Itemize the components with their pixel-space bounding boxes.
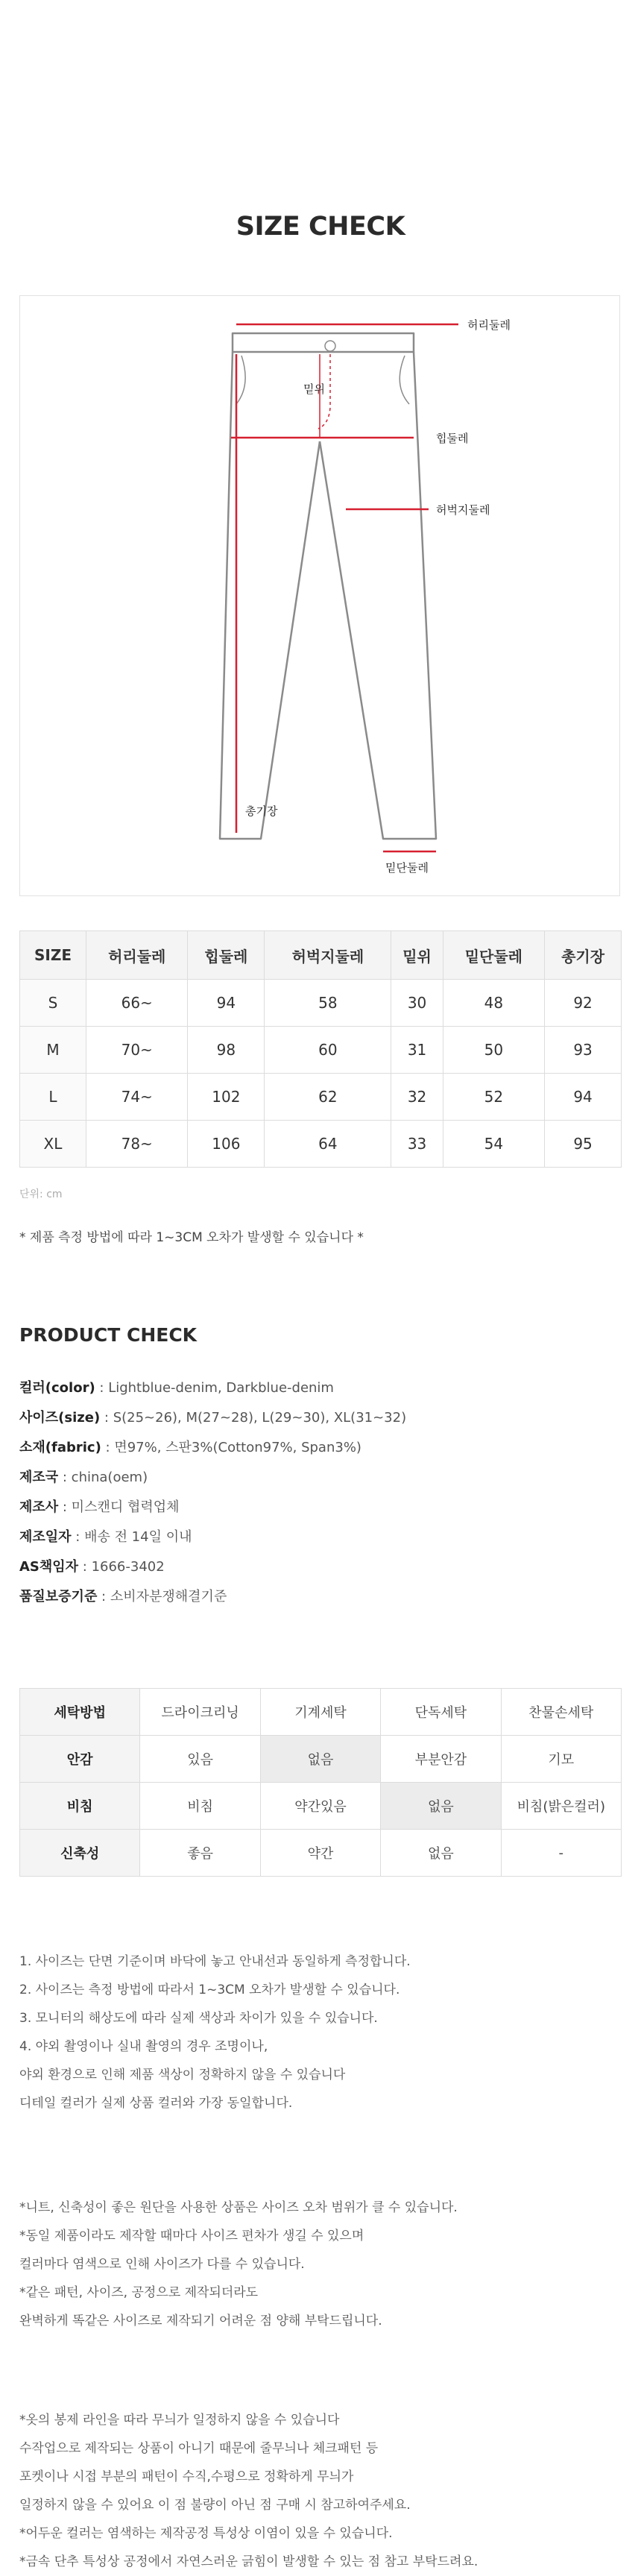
info-value: : 1666-3402 (78, 1559, 165, 1575)
table-cell: 78~ (86, 1121, 188, 1168)
care-row-label: 세탁방법 (20, 1689, 140, 1736)
label-thigh: 허벅지둘레 (436, 503, 490, 517)
left-leg-outline (220, 352, 320, 839)
care-row-stretch (20, 1830, 622, 1877)
product-info-warranty (19, 1582, 406, 1612)
notice-line: 디테일 컬러가 실제 상품 컬러와 가장 동일합니다. (19, 2096, 293, 2111)
info-value: : 미스캔디 협력업체 (58, 1499, 180, 1515)
product-info-fabric (19, 1433, 406, 1463)
table-cell: 48 (443, 980, 545, 1027)
table-cell: 60 (265, 1027, 391, 1074)
table-cell: 58 (265, 980, 391, 1027)
table-cell: 31 (391, 1027, 443, 1074)
care-cell: 없음 (381, 1830, 501, 1877)
care-cell: 기모 (501, 1736, 621, 1783)
info-value: : Lightblue-denim, Darkblue-denim (95, 1380, 334, 1396)
info-key: 소재(fabric) (19, 1440, 101, 1455)
care-cell: 비침 (140, 1783, 260, 1830)
front-pocket-right (400, 356, 409, 404)
care-cell: 있음 (140, 1736, 260, 1783)
table-row (20, 980, 622, 1027)
info-value: : 면97%, 스판3%(Cotton97%, Span3%) (101, 1440, 361, 1455)
table-row (20, 1074, 622, 1121)
notice-line: 포켓이나 시접 부분의 패턴이 수직,수평으로 정확하게 무늬가 (19, 2469, 354, 2484)
waistband (233, 333, 414, 352)
care-cell: 약간있음 (260, 1783, 380, 1830)
size-cell: M (20, 1027, 86, 1074)
notice-line: *어두운 컬러는 염색하는 제작공정 특성상 이염이 있을 수 있습니다. (19, 2526, 393, 2541)
label-rise: 밑위 (303, 382, 325, 396)
size-check-title: SIZE CHECK (236, 212, 405, 242)
table-cell: 102 (188, 1074, 265, 1121)
table-cell: 93 (545, 1027, 622, 1074)
info-key: 컬러(color) (19, 1380, 95, 1396)
info-key: 품질보증기준 (19, 1589, 98, 1605)
care-cell: 약간 (260, 1830, 380, 1877)
notice-line: 1. 사이즈는 단면 기준이며 바닥에 놓고 안내선과 동일하게 측정합니다. (19, 1954, 411, 1969)
product-info-date (19, 1522, 406, 1552)
notice-block-general (19, 1947, 411, 2117)
table-cell: 33 (391, 1121, 443, 1168)
header-hem: 밑단둘레 (443, 931, 545, 980)
size-cell: L (20, 1074, 86, 1121)
care-cell-selected: 없음 (381, 1783, 501, 1830)
table-cell: 62 (265, 1074, 391, 1121)
table-cell: 94 (188, 980, 265, 1027)
product-check-title: PRODUCT CHECK (19, 1324, 198, 1346)
care-row-label: 안감 (20, 1736, 140, 1783)
notice-line: 수작업으로 제작되는 상품이 아니기 때문에 줄무늬나 체크패턴 등 (19, 2441, 379, 2456)
notice-block-pattern (19, 2406, 478, 2576)
info-value: : 배송 전 14일 이내 (71, 1529, 192, 1545)
product-info-manufacturer (19, 1493, 406, 1522)
care-cell: - (501, 1830, 621, 1877)
product-info-country (19, 1463, 406, 1493)
notice-line: 완벽하게 똑같은 사이즈로 제작되기 어려운 점 양해 부탁드립니다. (19, 2314, 382, 2328)
notice-line: 2. 사이즈는 측정 방법에 따라서 1~3CM 오차가 발생할 수 있습니다. (19, 1983, 400, 1997)
care-cell: 기계세탁 (260, 1689, 380, 1736)
notice-line: 컬러마다 염색으로 인해 사이즈가 다를 수 있습니다. (19, 2257, 305, 2272)
notice-line: 야외 환경으로 인해 제품 색상이 정확하지 않을 수 있습니다 (19, 2068, 346, 2082)
table-cell: 54 (443, 1121, 545, 1168)
table-cell: 50 (443, 1027, 545, 1074)
notice-line: *같은 패턴, 사이즈, 공정으로 제작되더라도 (19, 2285, 259, 2300)
product-info-as (19, 1552, 406, 1582)
table-cell: 52 (443, 1074, 545, 1121)
table-row (20, 1121, 622, 1168)
table-cell: 30 (391, 980, 443, 1027)
table-cell: 32 (391, 1074, 443, 1121)
table-cell: 92 (545, 980, 622, 1027)
notice-line: 4. 야외 촬영이나 실내 촬영의 경우 조명이나, (19, 2039, 268, 2054)
table-cell: 94 (545, 1074, 622, 1121)
care-cell: 비침(밝은컬러) (501, 1783, 621, 1830)
product-check-list (19, 1373, 406, 1612)
care-cell-selected: 없음 (260, 1736, 380, 1783)
care-table (19, 1688, 622, 1877)
table-cell: 64 (265, 1121, 391, 1168)
header-size: SIZE (20, 931, 86, 980)
label-hem: 밑단둘레 (385, 861, 429, 875)
front-pocket-left (236, 356, 245, 404)
notice-block-size (19, 2194, 458, 2335)
size-cell: S (20, 980, 86, 1027)
notice-line: *니트, 신축성이 좋은 원단을 사용한 상품은 사이즈 오차 범위가 클 수 있습니다. (19, 2200, 458, 2215)
info-key: 제조사 (19, 1499, 59, 1515)
unit-note: 단위: cm (19, 1188, 63, 1200)
right-leg-outline (320, 352, 436, 839)
pants-outline (220, 333, 436, 839)
table-cell: 74~ (86, 1074, 188, 1121)
table-cell: 106 (188, 1121, 265, 1168)
notice-line: 일정하지 않을 수 있어요 이 점 불량이 아닌 점 구매 시 참고하여주세요. (19, 2498, 411, 2513)
info-key: AS책임자 (19, 1559, 79, 1575)
label-length: 총기장 (245, 804, 278, 818)
care-row-label: 신축성 (20, 1830, 140, 1877)
button (325, 341, 335, 351)
table-cell: 66~ (86, 980, 188, 1027)
care-cell: 찬물손세탁 (501, 1689, 621, 1736)
table-cell: 98 (188, 1027, 265, 1074)
care-row-label: 비침 (20, 1783, 140, 1830)
label-hip: 힙둘레 (436, 432, 469, 445)
care-row-sheerness (20, 1783, 622, 1830)
care-cell: 부분안감 (381, 1736, 501, 1783)
size-table (19, 930, 622, 1168)
info-key: 제조일자 (19, 1529, 72, 1545)
info-value: : china(oem) (58, 1470, 148, 1485)
size-table-header-row (20, 931, 622, 980)
table-cell: 70~ (86, 1027, 188, 1074)
header-length: 총기장 (545, 931, 622, 980)
care-cell: 드라이크리닝 (140, 1689, 260, 1736)
header-hip: 힙둘레 (188, 931, 265, 980)
table-row (20, 1027, 622, 1074)
product-info-color (19, 1373, 406, 1403)
care-cell: 좋음 (140, 1830, 260, 1877)
product-info-size (19, 1403, 406, 1433)
notice-line: *금속 단추 특성상 공정에서 자연스러운 긁힘이 발생할 수 있는 점 참고 부탁드려요. (19, 2554, 479, 2569)
header-thigh: 허벅지둘레 (265, 931, 391, 980)
notice-line: 3. 모니터의 해상도에 따라 실제 색상과 차이가 있을 수 있습니다. (19, 2011, 378, 2026)
notice-line: *옷의 봉제 라인을 따라 무늬가 일정하지 않을 수 있습니다 (19, 2413, 340, 2428)
info-key: 사이즈(size) (19, 1410, 101, 1426)
measurement-note: * 제품 측정 방법에 따라 1~3CM 오차가 발생할 수 있습니다 * (19, 1230, 364, 1245)
info-value: : S(25~26), M(27~28), L(29~30), XL(31~32) (100, 1410, 407, 1426)
table-cell: 95 (545, 1121, 622, 1168)
header-rise: 밑위 (391, 931, 443, 980)
care-row-washing (20, 1689, 622, 1736)
label-waist: 허리둘레 (467, 318, 511, 332)
header-waist: 허리둘레 (86, 931, 188, 980)
notice-line: *동일 제품이라도 제작할 때마다 사이즈 편차가 생길 수 있으며 (19, 2229, 364, 2243)
info-value: : 소비자분쟁해결기준 (97, 1589, 227, 1605)
info-key: 제조국 (19, 1470, 59, 1485)
care-cell: 단독세탁 (381, 1689, 501, 1736)
care-row-lining (20, 1736, 622, 1783)
pants-measurement-diagram (19, 295, 620, 896)
size-cell: XL (20, 1121, 86, 1168)
